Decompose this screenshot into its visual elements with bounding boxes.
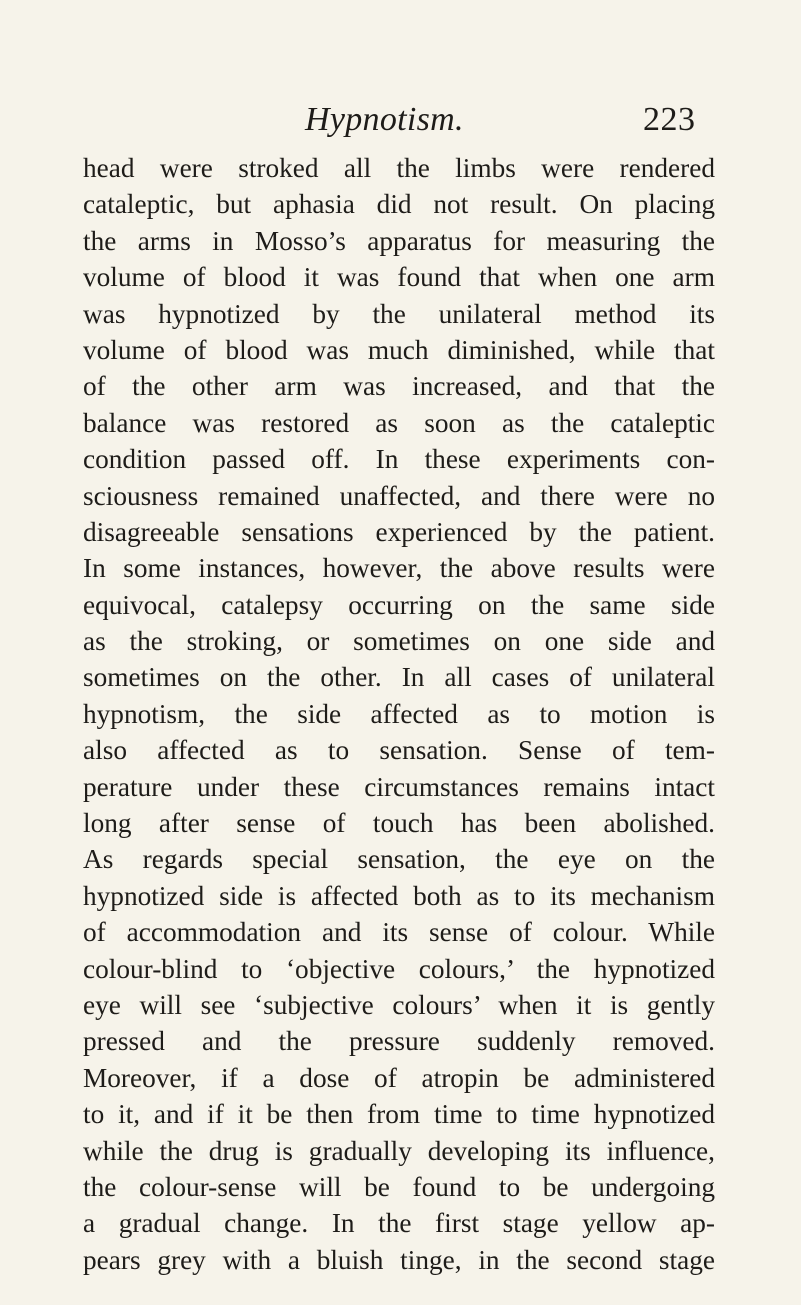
text-line: a gradual change. In the first stage yellow ap- [83,1208,715,1239]
text-line: of accommodation and its sense of colour. While [83,917,715,948]
running-head [0,96,801,146]
text-line: hypnotized side is affected both as to its mechanism [83,880,715,911]
text-line: pears grey with a bluish tinge, in the second stage [83,1244,715,1275]
text-line: hypnotism, the side affected as to motion is [83,698,715,729]
text-line: was hypnotized by the unilateral method its [83,298,715,329]
text-line: long after sense of touch has been abolished. [83,808,715,839]
text-line: of the other arm was increased, and that the [83,371,715,402]
text-line: sciousness remained unaffected, and there were no [83,480,715,511]
text-line: sometimes on the other. In all cases of unilateral [83,662,715,693]
text-line: the arms in Mosso’s apparatus for measuring the [83,225,715,256]
text-line: disagreeable sensations experienced by the patient. [83,516,715,547]
text-line: Moreover, if a dose of atropin be administered [83,1062,715,1093]
text-line: condition passed off. In these experiments con- [83,444,715,475]
body-text [83,150,715,1278]
text-line: head were stroked all the limbs were rendered [83,153,715,183]
text-line: the colour-sense will be found to be undergoing [83,1171,715,1202]
text-line: volume of blood was much diminished, while that [83,334,715,365]
text-line: as the stroking, or sometimes on one side and [83,626,715,657]
text-line: In some instances, however, the above results were [83,553,715,584]
text-line: to it, and if it be then from time to time hypnotized [83,1099,715,1130]
running-title: Hypnotism. [305,101,464,138]
text-line: perature under these circumstances remains intact [83,771,715,802]
text-line: while the drug is gradually developing its influence, [83,1135,715,1166]
text-line: also affected as to sensation. Sense of tem- [83,735,715,766]
text-line: eye will see ‘subjective colours’ when it is gently [83,989,715,1020]
text-line: balance was restored as soon as the cataleptic [83,407,715,438]
text-line: cataleptic, but aphasia did not result. On placing [83,189,715,220]
page-number: 223 [643,101,696,138]
text-line: pressed and the pressure suddenly removed. [83,1026,715,1057]
text-line: As regards special sensation, the eye on the [83,844,715,875]
text-line: equivocal, catalepsy occurring on the same side [83,589,715,620]
text-line: volume of blood it was found that when one arm [83,262,715,293]
text-line: colour-blind to ‘objective colours,’ the hypnotized [83,953,715,984]
